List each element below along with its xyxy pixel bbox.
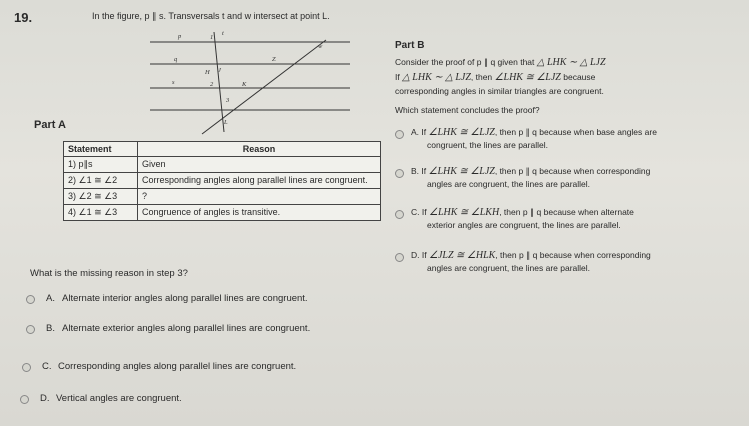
statement-cell: 3) ∠2 ≅ ∠3 — [64, 189, 138, 205]
option-a-line2: congruent, the lines are parallel. — [427, 140, 548, 150]
part-b-option-b[interactable]: B. If ∠LHK ≅ ∠LJZ, then p ∥ q because when corresponding angles are congruent, the lines are parallel. — [395, 166, 745, 192]
part-a-question: What is the missing reason in step 3? — [30, 268, 188, 279]
proof-table — [63, 141, 381, 221]
radio-c[interactable] — [22, 363, 31, 372]
option-a-letter: A. — [46, 293, 55, 304]
part-b-title: Part B — [395, 40, 425, 51]
option-b-letter: B. — [411, 166, 420, 176]
question-number: 19. — [14, 10, 33, 25]
option-b-text: Alternate exterior angles along parallel lines are congruent. — [62, 323, 311, 334]
geometry-figure — [150, 26, 350, 138]
reason-cell: Given — [138, 157, 381, 173]
label-a2: 2 — [210, 81, 214, 88]
label-a1: 1 — [210, 34, 214, 41]
option-d-text: Vertical angles are congruent. — [56, 393, 182, 404]
transversal-t — [214, 32, 224, 132]
option-d-letter: D. — [40, 393, 50, 404]
part-a-title: Part A — [34, 119, 66, 131]
option-a-text: Alternate interior angles along parallel lines are congruent. — [62, 293, 308, 304]
radio-a[interactable] — [395, 130, 404, 139]
label-K: K — [242, 81, 247, 88]
table-row — [64, 173, 381, 189]
part-b-intro-line1: Consider the proof of p ∥ q given that △ LHK ∼ △ LJZ — [395, 57, 606, 68]
label-s: s — [172, 79, 175, 86]
label-w: w — [318, 43, 323, 50]
table-header-row — [64, 142, 381, 157]
label-L: L — [224, 119, 228, 126]
label-a3: 3 — [226, 97, 230, 104]
part-b-option-a[interactable]: A. If ∠LHK ≅ ∠LJZ, then p ∥ q because when base angles are congruent, the lines are parallel. — [395, 127, 745, 153]
part-b-option-c[interactable]: C. If ∠LHK ≅ ∠LKH, then p ∥ q because when alternate exterior angles are congruent, the lines are parallel. — [395, 207, 745, 233]
option-b-letter: B. — [46, 323, 55, 334]
reason-header: Reason — [138, 142, 381, 157]
radio-c[interactable] — [395, 210, 404, 219]
label-t: t — [222, 30, 224, 37]
option-d-line2: angles are congruent, the lines are parallel. — [427, 263, 591, 273]
reason-cell: ? — [138, 189, 381, 205]
label-J: J — [218, 67, 221, 74]
radio-b[interactable] — [26, 325, 35, 334]
part-b-option-d[interactable]: D. If ∠JLZ ≅ ∠HLK, then p ∥ q because when corresponding angles are congruent, the lines are parallel. — [395, 250, 745, 276]
option-b-line2: angles are congruent, the lines are parallel. — [427, 179, 591, 189]
radio-d[interactable] — [395, 253, 404, 262]
statement-cell: 1) p∥s — [64, 157, 138, 173]
reason-cell: Congruence of angles is transitive. — [138, 205, 381, 221]
table-row — [64, 189, 381, 205]
label-H: H — [205, 69, 210, 76]
part-b-intro-line3: corresponding angles in similar triangles are congruent. — [395, 86, 604, 96]
radio-a[interactable] — [26, 295, 35, 304]
reason-cell: Corresponding angles along parallel lines are congruent. — [138, 173, 381, 189]
table-row — [64, 205, 381, 221]
label-p: p — [178, 33, 182, 40]
option-a-letter: A. — [411, 127, 420, 137]
option-c-text: Corresponding angles along parallel lines are congruent. — [58, 361, 297, 372]
statement-cell: 2) ∠1 ≅ ∠2 — [64, 173, 138, 189]
part-b-intro-line2: If △ LHK ∼ △ LJZ, then ∠LHK ≅ ∠LJZ because — [395, 72, 596, 83]
option-c-letter: C. — [42, 361, 52, 372]
transversal-w — [202, 40, 326, 134]
statement-header: Statement — [64, 142, 138, 157]
part-b-question: Which statement concludes the proof? — [395, 105, 540, 115]
option-c-letter: C. — [411, 207, 420, 217]
label-Z: Z — [272, 56, 276, 63]
option-c-line2: exterior angles are congruent, the lines are parallel. — [427, 220, 621, 230]
radio-b[interactable] — [395, 169, 404, 178]
statement-cell: 4) ∠1 ≅ ∠3 — [64, 205, 138, 221]
label-q: q — [174, 56, 178, 63]
option-d-letter: D. — [411, 250, 420, 260]
question-prompt: In the figure, p ∥ s. Transversals t and w intersect at point L. — [92, 11, 330, 21]
radio-d[interactable] — [20, 395, 29, 404]
table-row — [64, 157, 381, 173]
